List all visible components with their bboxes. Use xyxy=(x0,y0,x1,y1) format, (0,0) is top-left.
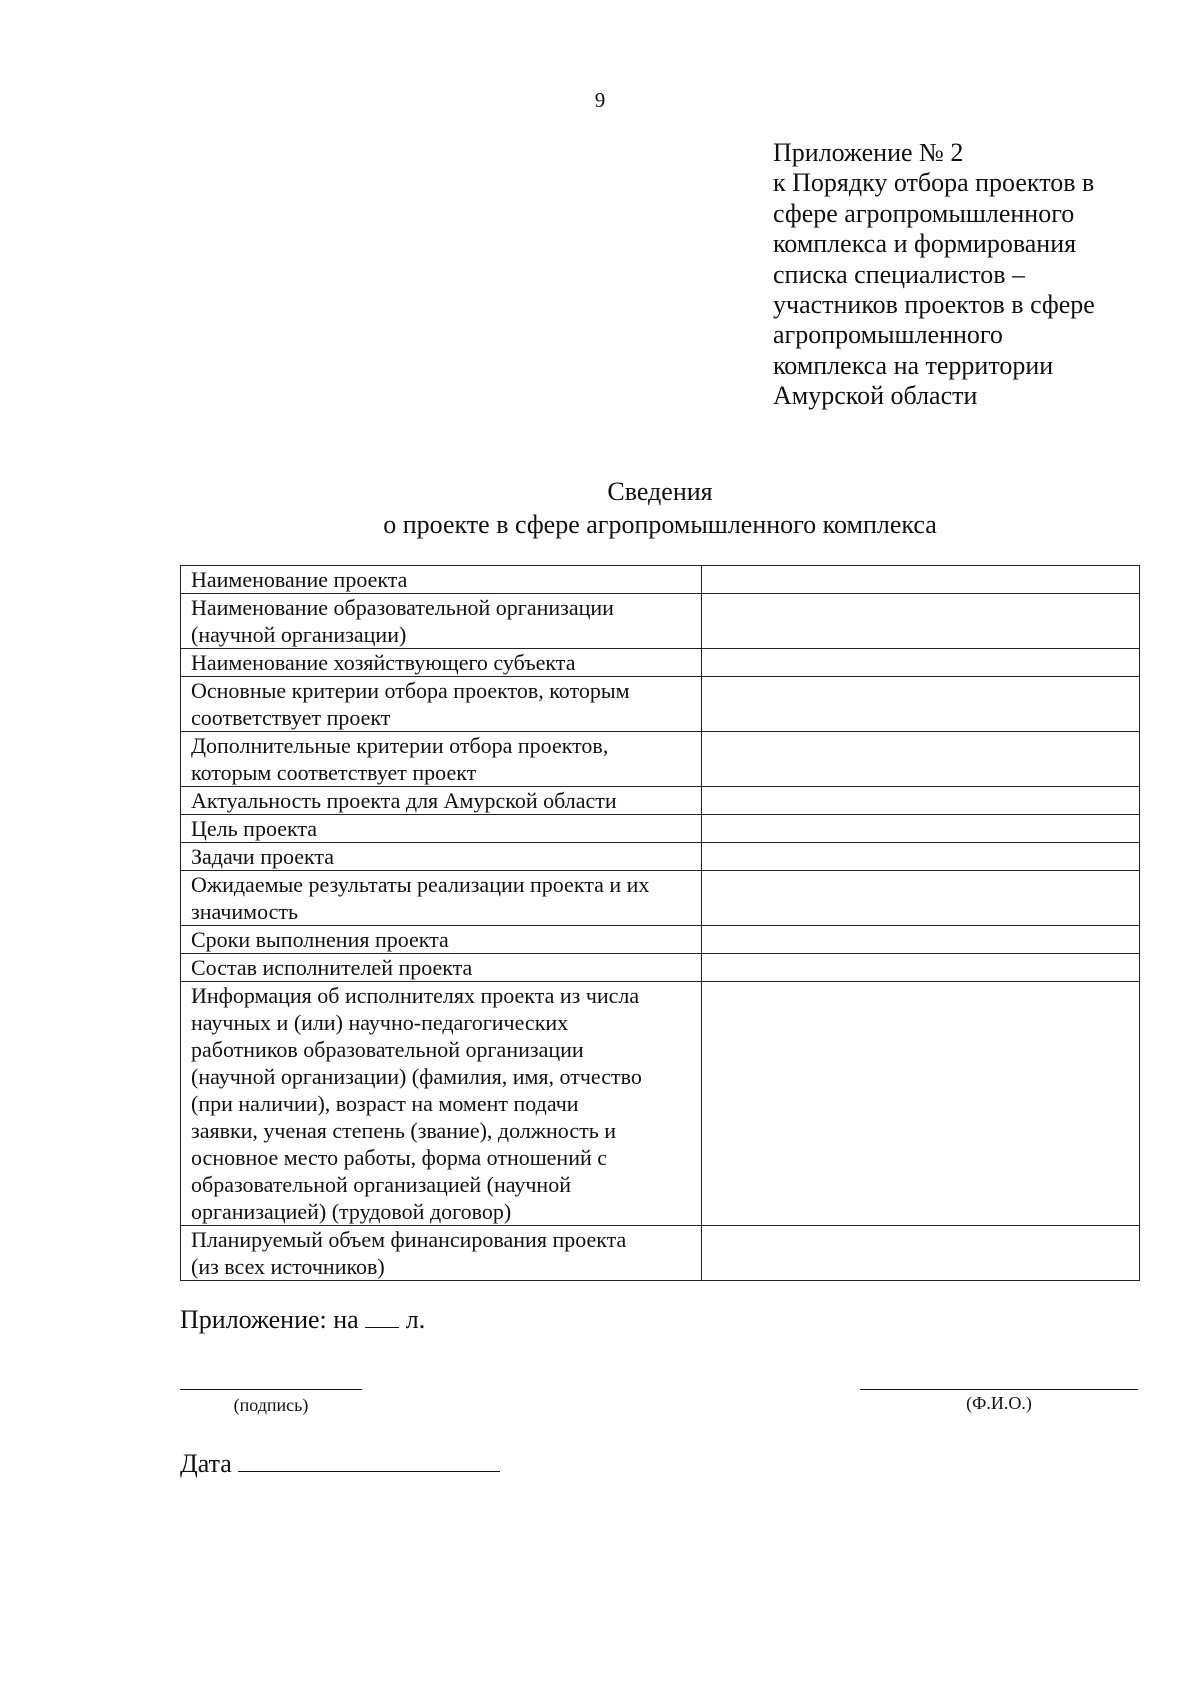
row-label xyxy=(181,1226,702,1281)
table-row xyxy=(181,594,1140,649)
row-value[interactable] xyxy=(702,982,1140,1226)
row-label-line: образовательной организацией (научной xyxy=(191,1172,571,1197)
row-label-line: организацией) (трудовой договор) xyxy=(191,1199,512,1224)
row-value[interactable] xyxy=(702,732,1140,787)
row-label-line: (научной организации) xyxy=(191,622,407,647)
row-label xyxy=(181,566,702,594)
row-value[interactable] xyxy=(702,954,1140,982)
document-title xyxy=(180,475,1140,541)
row-label-line: Информация об исполнителях проекта из числа xyxy=(191,983,640,1008)
row-label-line: (из всех источников) xyxy=(191,1254,385,1279)
table-row xyxy=(181,926,1140,954)
row-label-line: Состав исполнителей проекта xyxy=(191,955,473,980)
row-value[interactable] xyxy=(702,926,1140,954)
full-name-line[interactable] xyxy=(860,1389,1138,1390)
row-value[interactable] xyxy=(702,815,1140,843)
annex-line: Амурской области xyxy=(773,381,978,411)
row-value[interactable] xyxy=(702,677,1140,732)
table-row xyxy=(181,815,1140,843)
date-blank[interactable] xyxy=(238,1470,500,1472)
row-value[interactable] xyxy=(702,843,1140,871)
table-row xyxy=(181,1226,1140,1281)
table-body xyxy=(181,566,1140,1281)
annex-header xyxy=(773,138,1173,412)
row-label-line: основное место работы, форма отношений с xyxy=(191,1145,608,1170)
date-label: Дата xyxy=(180,1449,232,1478)
attachment-prefix: Приложение: на xyxy=(180,1305,359,1334)
row-label-line: Дополнительные критерии отбора проектов, xyxy=(191,733,609,758)
annex-line: списка специалистов – xyxy=(773,259,1026,289)
table-row xyxy=(181,649,1140,677)
table-row xyxy=(181,732,1140,787)
title-line-1: Сведения xyxy=(607,477,713,506)
row-value[interactable] xyxy=(702,649,1140,677)
row-label-line: Цель проекта xyxy=(191,816,318,841)
page-number: 9 xyxy=(594,88,606,112)
table-row xyxy=(181,982,1140,1226)
attachment-line xyxy=(180,1305,425,1335)
row-value[interactable] xyxy=(702,566,1140,594)
project-info-table xyxy=(180,565,1140,1281)
table-row xyxy=(181,566,1140,594)
row-label xyxy=(181,649,702,677)
row-label xyxy=(181,594,702,649)
attachment-suffix: л. xyxy=(405,1305,426,1334)
row-label-line: значимость xyxy=(191,899,299,924)
row-label xyxy=(181,843,702,871)
table-row xyxy=(181,677,1140,732)
row-label-line: работников образовательной организации xyxy=(191,1037,584,1062)
table-row xyxy=(181,871,1140,926)
row-label-line: Планируемый объем финансирования проекта xyxy=(191,1227,627,1252)
row-label xyxy=(181,954,702,982)
row-label-line: соответствует проект xyxy=(191,705,391,730)
row-label-line: научных и (или) научно-педагогических xyxy=(191,1010,569,1035)
row-label-line: заявки, ученая степень (звание), должность и xyxy=(191,1118,617,1143)
row-value[interactable] xyxy=(702,594,1140,649)
title-line-2: о проекте в сфере агропромышленного комплекса xyxy=(383,510,937,539)
row-label-line: которым соответствует проект xyxy=(191,760,477,785)
annex-line: Приложение № 2 xyxy=(773,138,964,167)
row-label xyxy=(181,982,702,1226)
row-label-line: Наименование хозяйствующего субъекта xyxy=(191,650,576,675)
row-label xyxy=(181,871,702,926)
row-label-line: (при наличии), возраст на момент подачи xyxy=(191,1091,579,1116)
table-row xyxy=(181,843,1140,871)
row-label-line: Актуальность проекта для Амурской области xyxy=(191,788,617,813)
row-label-line: (научной организации) (фамилия, имя, отчество xyxy=(191,1064,642,1089)
row-label-line: Ожидаемые результаты реализации проекта и их xyxy=(191,872,650,897)
date-line xyxy=(180,1449,500,1479)
full-name-caption: (Ф.И.О.) xyxy=(966,1393,1032,1413)
row-value[interactable] xyxy=(702,1226,1140,1281)
row-label xyxy=(181,815,702,843)
annex-line: агропромышленного xyxy=(773,320,1003,350)
row-label xyxy=(181,732,702,787)
row-label xyxy=(181,926,702,954)
annex-line: комплекса и формирования xyxy=(773,229,1077,259)
row-label xyxy=(181,787,702,815)
row-value[interactable] xyxy=(702,871,1140,926)
table-row xyxy=(181,954,1140,982)
annex-line: сфере агропромышленного xyxy=(773,198,1075,228)
annex-line: участников проектов в сфере xyxy=(773,290,1095,320)
row-label-line: Основные критерии отбора проектов, которым xyxy=(191,678,630,703)
attachment-pages-blank[interactable] xyxy=(365,1326,399,1328)
signature-caption: (подпись) xyxy=(233,1395,309,1415)
annex-line: к Порядку отбора проектов в xyxy=(773,168,1095,198)
row-label-line: Наименование образовательной организации xyxy=(191,595,614,620)
row-label-line: Наименование проекта xyxy=(191,567,408,592)
annex-line: комплекса на территории xyxy=(773,350,1054,380)
row-label xyxy=(181,677,702,732)
row-label-line: Задачи проекта xyxy=(191,844,335,869)
signature-line[interactable] xyxy=(180,1389,362,1390)
table-row xyxy=(181,787,1140,815)
row-value[interactable] xyxy=(702,787,1140,815)
row-label-line: Сроки выполнения проекта xyxy=(191,927,449,952)
